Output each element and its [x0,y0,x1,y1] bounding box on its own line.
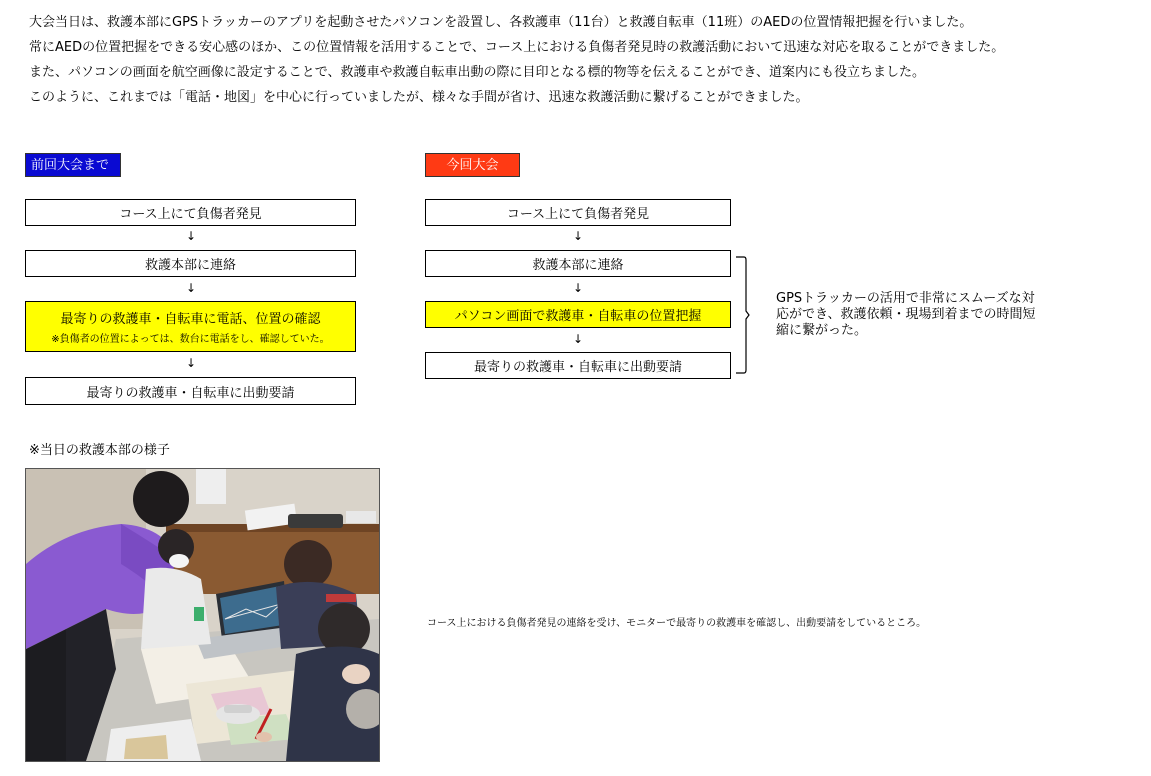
previous-arrow-3: ↓ [185,356,197,370]
intro-line-2: 常にAEDの位置把握をできる安心感のほか、この位置情報を活用することで、コース上における負傷者発見時の救護活動において迅速な対応を取ることができました。 [29,40,1005,55]
current-step-discovery: コース上にて負傷者発見 [425,199,731,226]
current-arrow-3: ↓ [572,332,584,346]
previous-arrow-2: ↓ [185,281,197,295]
hq-photo-illustration [26,469,379,761]
previous-step-contact-hq: 救護本部に連絡 [25,250,356,277]
intro-text [29,10,1139,110]
intro-line-4: このように、これまでは「電話・地図」を中心に行っていましたが、様々な手間が省け、迅速な救護活動に繋げることができました。 [29,90,809,105]
current-arrow-2: ↓ [572,281,584,295]
current-step-dispatch: 最寄りの救護車・自転車に出動要請 [425,352,731,379]
previous-arrow-1: ↓ [185,229,197,243]
current-flow-label: 今回大会 [425,153,520,177]
previous-step-phone-check [25,301,356,352]
photo-caption: ※当日の救護本部の様子 [29,443,170,458]
brace-bracket [735,256,755,374]
previous-step-dispatch: 最寄りの救護車・自転車に出動要請 [25,377,356,405]
photo-description: コース上における負傷者発見の連絡を受け、モニターで最寄りの救護車を確認し、出動要請をしているところ。 [427,618,927,629]
current-step-pc-tracking: パソコン画面で救護車・自転車の位置把握 [425,301,731,328]
previous-step-discovery: コース上にて負傷者発見 [25,199,356,226]
current-arrow-1: ↓ [572,229,584,243]
previous-step-phone-check-label: 最寄りの救護車・自転車に電話、位置の確認 [60,312,321,327]
side-note-benefit: GPSトラッカーの活用で非常にスムーズな対応ができ、救護依頼・現場到着までの時間短縮に繋がった。 [776,291,1036,338]
intro-line-3: また、パソコンの画面を航空画像に設定することで、救護車や救護自転車出動の際に目印となる標的物等を伝えることができ、道案内にも役立ちました。 [29,65,925,80]
hq-photo [25,468,380,762]
intro-line-1: 大会当日は、救護本部にGPSトラッカーのアプリを起動させたパソコンを設置し、各救護車（11台）と救護自転車（11班）のAEDの位置情報把握を行いました。 [29,15,973,30]
current-step-contact-hq: 救護本部に連絡 [425,250,731,277]
previous-step-phone-check-note: ※負傷者の位置によっては、数台に電話をし、確認していた。 [51,334,330,345]
previous-flow-label: 前回大会まで [25,153,121,177]
